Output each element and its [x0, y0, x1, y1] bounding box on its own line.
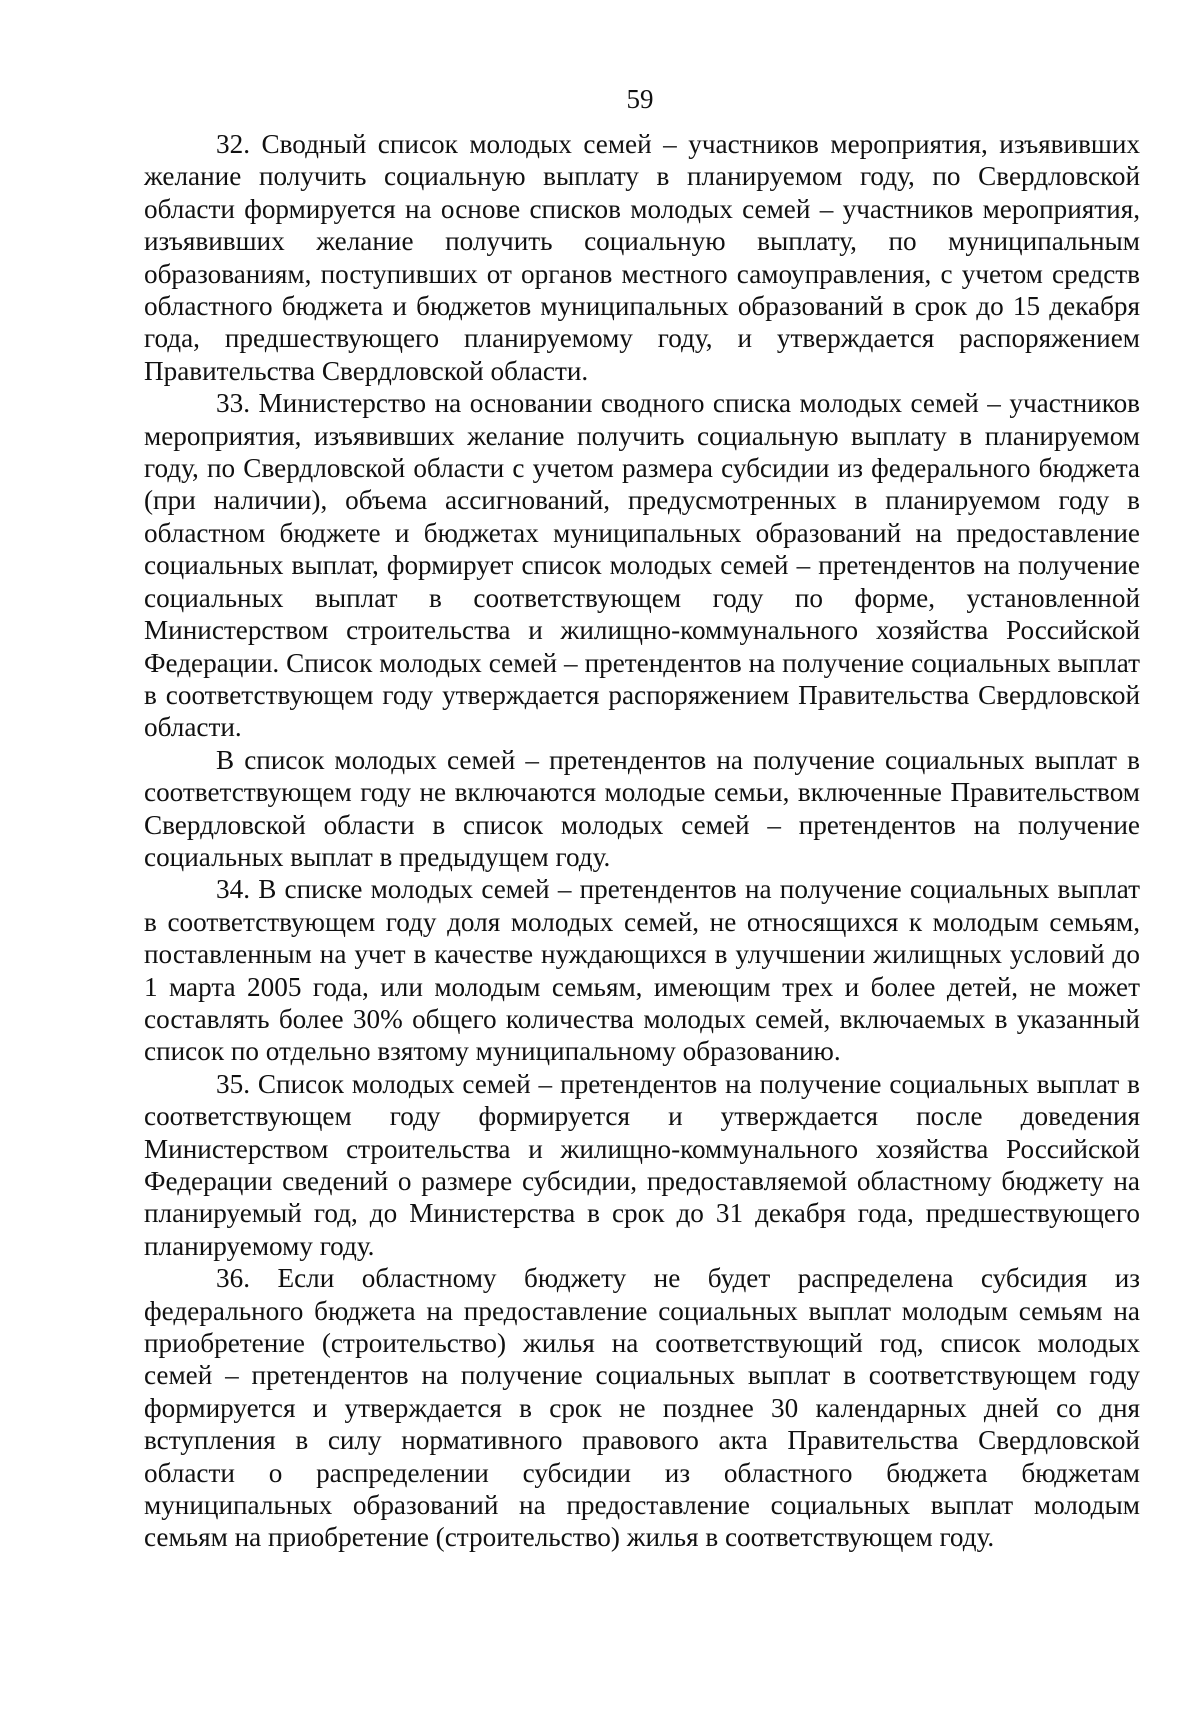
page-number: 59: [626, 84, 654, 114]
paragraph-33: 33. Министерство на основании сводного списка молодых семей – участников мероприятия, изъявивших желание получить социальную выплату в планируемом году, по Свердловской области с учетом размера субсидии из федерального бюджета (при наличии), объема ассигнований, предусмотренных в планируемом году в областном бюджете и бюджетах муниципальных образований на предоставление социальных выплат, формирует список молодых семей – претендентов на получение социальных выплат в соответствующем году по форме, установленной Министерством строительства и жилищно-коммунального хозяйства Российской Федерации. Список молодых семей – претендентов на получение социальных выплат в соответствующем году утверждается распоряжением Правительства Свердловской области.: [144, 388, 1140, 743]
document-body: [144, 128, 1140, 1554]
paragraph-35: 35. Список молодых семей – претендентов на получение социальных выплат в соответствующем году формируется и утверждается после доведения Министерством строительства и жилищно-коммунального хозяйства Российской Федерации сведений о размере субсидии, предоставляемой областному бюджету на планируемый год, до Министерства в срок до 31 декабря года, предшествующего планируемому году.: [144, 1068, 1140, 1261]
paragraph-36: 36. Если областному бюджету не будет распределена субсидия из федерального бюджета на предоставление социальных выплат молодым семьям на приобретение (строительство) жилья на соответствующий год, список молодых семей – претендентов на получение социальных выплат в соответствующем году формируется и утверждается в срок не позднее 30 календарных дней со дня вступления в силу нормативного правового акта Правительства Свердловской области о распределении субсидии из областного бюджета бюджетам муниципальных образований на предоставление социальных выплат молодым семьям на приобретение (строительство) жилья в соответствующем году.: [144, 1263, 1140, 1553]
paragraph-34: 34. В списке молодых семей – претендентов на получение социальных выплат в соответствующем году доля молодых семей, не относящихся к молодым семьям, поставленным на учет в качестве нуждающихся в улучшении жилищных условий до 1 марта 2005 года, или молодым семьям, имеющим трех и более детей, не может составлять более 30% общего количества молодых семей, включаемых в указанный список по отдельно взятому муниципальному образованию.: [144, 874, 1140, 1067]
paragraph-32: 32. Сводный список молодых семей – участников мероприятия, изъявивших желание получить социальную выплату в планируемом году, по Свердловской области формируется на основе списков молодых семей – участников мероприятия, изъявивших желание получить социальную выплату, по муниципальным образованиям, поступивших от органов местного самоуправления, с учетом средств областного бюджета и бюджетов муниципальных образований в срок до 15 декабря года, предшествующего планируемому году, и утверждается распоряжением Правительства Свердловской области.: [144, 129, 1140, 386]
paragraph-33-continued: В список молодых семей – претендентов на получение социальных выплат в соответствующем году не включаются молодые семьи, включенные Правительством Свердловской области в список молодых семей – претендентов на получение социальных выплат в предыдущем году.: [144, 744, 1140, 872]
